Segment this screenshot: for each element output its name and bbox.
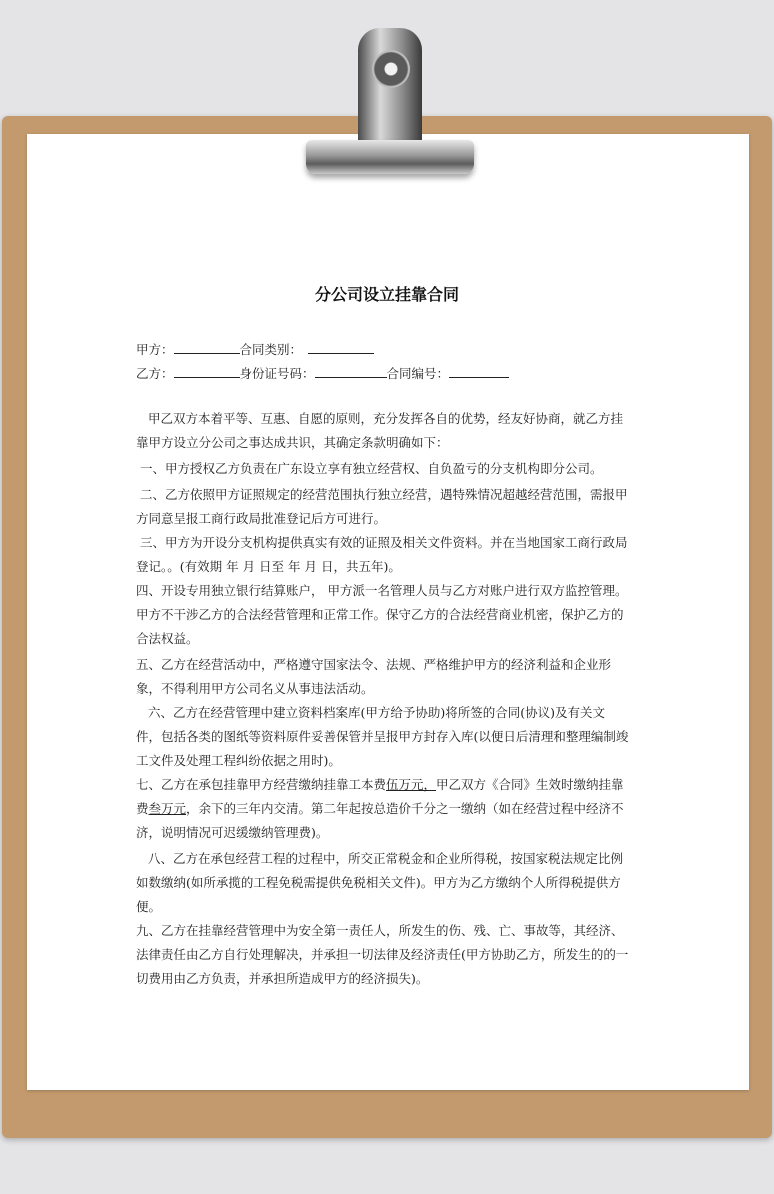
clause-line: 件，包括各类的图纸等资料原件妥善保管并呈报甲方封存入库(以便日后清理和整理编制竣 bbox=[136, 729, 629, 744]
party-b-field[interactable] bbox=[174, 364, 240, 378]
clause-line: 五、乙方在经营活动中，严格遵守国家法令、法规、严格维护甲方的经济利益和企业形 bbox=[136, 657, 612, 672]
contract-type-label: 合同类别： bbox=[239, 342, 303, 357]
clause-line: 方同意呈报工商行政局批准登记后方可进行。 bbox=[136, 511, 387, 526]
header-row-2 bbox=[136, 364, 509, 382]
clause-line: 如数缴纳(如所承揽的工程免税需提供免税相关文件)。甲方为乙方缴纳个人所得税提供方 bbox=[136, 875, 621, 890]
clause-text: 费 bbox=[136, 801, 149, 816]
contract-type-field[interactable] bbox=[308, 340, 374, 354]
clause-line: 登记。。(有效期 年 月 日至 年 月 日，共五年)。 bbox=[136, 559, 401, 574]
clause-line: 便。 bbox=[136, 899, 162, 914]
clause-line: 二、乙方依照甲方证照规定的经营范围执行独立经营，遇特殊情况超越经营范围，需报甲 bbox=[140, 487, 628, 502]
clip-icon bbox=[358, 28, 422, 148]
clause-line: 九、乙方在挂靠经营管理中为安全第一责任人，所发生的伤、残、亡、事故等，其经济、 bbox=[136, 923, 624, 938]
amount-text: 叁万元 bbox=[148, 801, 187, 816]
clause-line: 法律责任由乙方自行处理解决，并承担一切法律及经济责任(甲方协助乙方，所发生的的一 bbox=[136, 947, 629, 962]
intro-line: 甲乙双方本着平等、互惠、自愿的原则，充分发挥各自的优势，经友好协商，就乙方挂 bbox=[148, 411, 624, 426]
clause-text: 甲乙双方《合同》生效时缴纳挂靠 bbox=[436, 777, 624, 792]
clause-line: 象，不得利用甲方公司名义从事违法活动。 bbox=[136, 681, 374, 696]
clause-line: 六、乙方在经营管理中建立资料档案库(甲方给予协助)将所签的合同(协议)及有关文 bbox=[148, 705, 606, 720]
clip-ring-icon bbox=[372, 50, 410, 88]
clause-line: 三、甲方为开设分支机构提供真实有效的证照及相关文件资料。并在当地国家工商行政局 bbox=[140, 535, 628, 550]
clause-text: ，余下的三年内交清。第二年起按总造价千分之一缴纳（如在经营过程中经济不 bbox=[186, 801, 624, 816]
party-a-label: 甲方： bbox=[136, 342, 174, 357]
clause-line: 切费用由乙方负责，并承担所造成甲方的经济损失)。 bbox=[136, 971, 429, 986]
clause-line: 甲方不干涉乙方的合法经营管理和正常工作。保守乙方的合法经营商业机密，保护乙方的 bbox=[136, 607, 624, 622]
clause-line: 一、甲方授权乙方负责在广东设立享有独立经营权、自负盈亏的分支机构即分公司。 bbox=[140, 461, 603, 476]
clause-line: 合法权益。 bbox=[136, 631, 199, 646]
clause-line: 济，说明情况可迟缓缴纳管理费)。 bbox=[136, 825, 329, 840]
clause-line: 工文件及处理工程纠纷依据之用时)。 bbox=[136, 753, 341, 768]
clause-text: 七、乙方在承包挂靠甲方经营缴纳挂靠工本费 bbox=[136, 777, 387, 792]
id-number-label: 身份证号码： bbox=[239, 366, 315, 381]
clause-line: 八、乙方在承包经营工程的过程中，所交正常税金和企业所得税，按国家税法规定比例 bbox=[148, 851, 624, 866]
clause-line bbox=[136, 800, 624, 817]
intro-line: 靠甲方设立分公司之事达成共识，其确定条款明确如下： bbox=[136, 435, 449, 450]
party-b-label: 乙方： bbox=[136, 366, 174, 381]
contract-no-field[interactable] bbox=[449, 364, 509, 378]
document-title: 分公司设立挂靠合同 bbox=[314, 285, 459, 304]
contract-no-label: 合同编号： bbox=[386, 366, 450, 381]
clause-line bbox=[136, 776, 624, 793]
id-number-field[interactable] bbox=[315, 364, 387, 378]
header-row-1 bbox=[136, 340, 374, 358]
amount-text: 伍万元， bbox=[386, 777, 437, 792]
party-a-field[interactable] bbox=[174, 340, 240, 354]
clause-line: 四、开设专用独立银行结算账户， 甲方派一名管理人员与乙方对账户进行双方监控管理。 bbox=[136, 583, 628, 598]
clip-bar-icon bbox=[306, 140, 474, 174]
